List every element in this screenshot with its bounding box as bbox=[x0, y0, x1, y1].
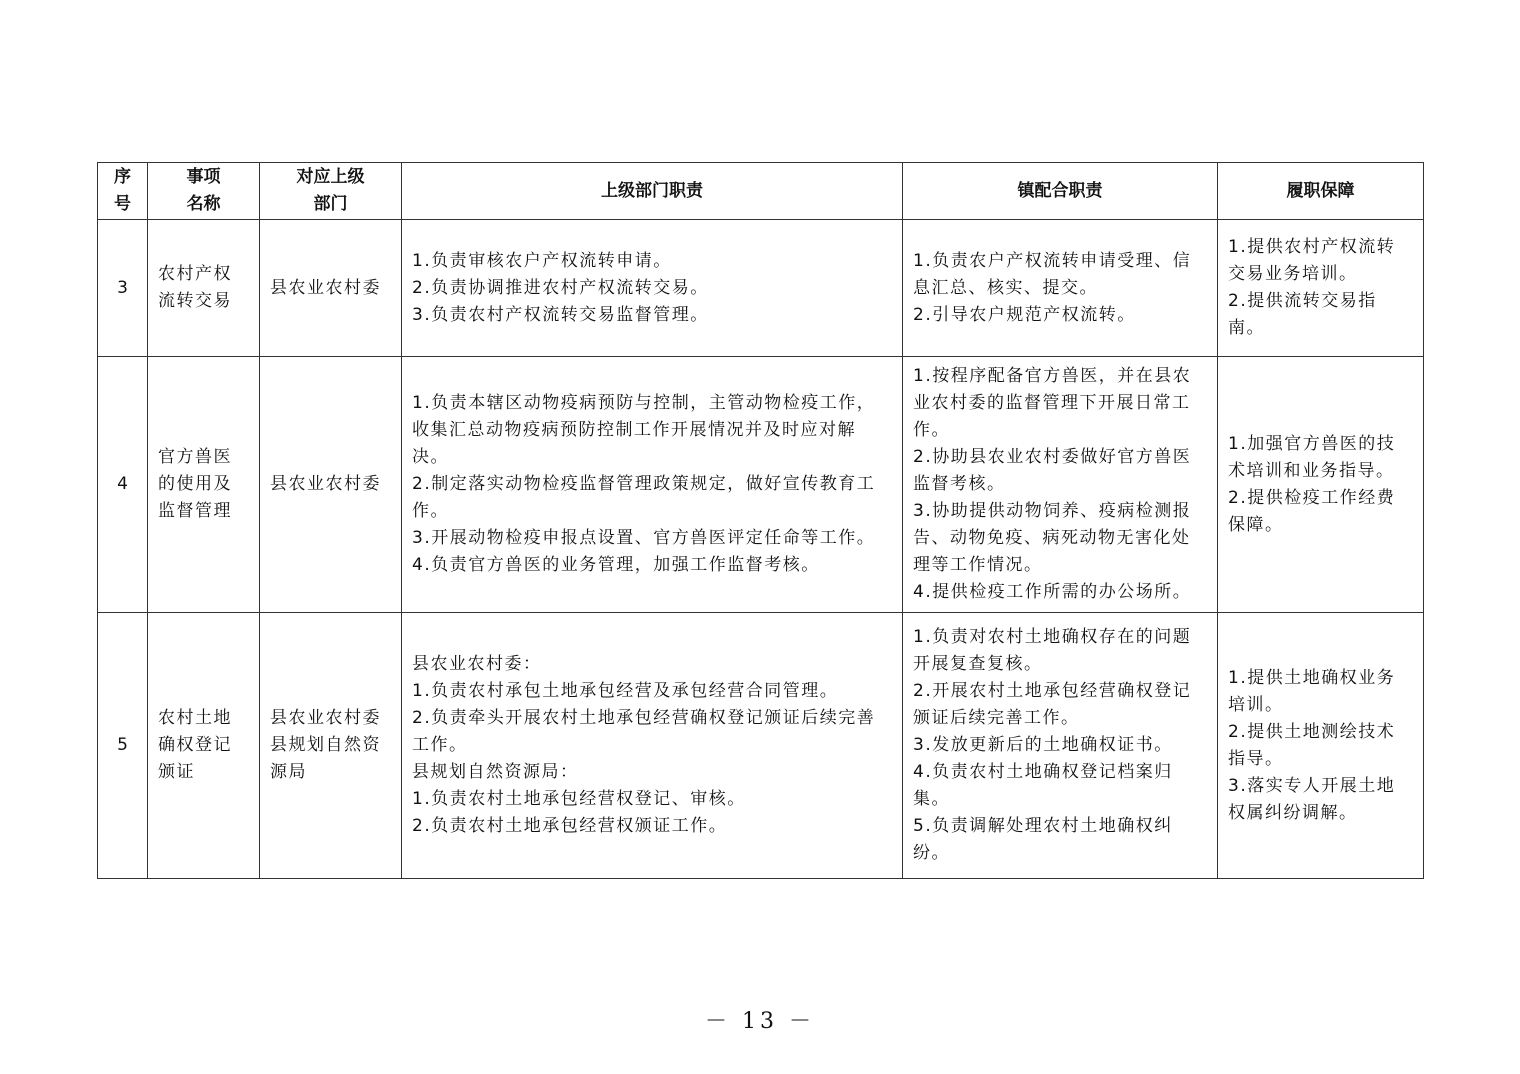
row-town-duties: 1.负责对农村土地确权存在的问题开展复查复核。 2.开展农村土地承包经营确权登记颁证后续完善工作。 3.发放更新后的土地确权证书。 4.负责农村土地确权登记档案归集。 5.负责调解处理农村土地确权纠纷。 bbox=[903, 613, 1218, 879]
row-upper-duties: 县农业农村委： 1.负责农村承包土地承包经营及承包经营合同管理。 2.负责牵头开展农村土地承包经营确权登记颁证后续完善工作。 县规划自然资源局： 1.负责农村土地承包经营权登记、审核。 2.负责农村土地承包经营权颁证工作。 bbox=[402, 613, 903, 879]
row-town-duties: 1.按程序配备官方兽医，并在县农业农村委的监督管理下开展日常工作。 2.协助县农业农村委做好官方兽医监督考核。 3.协助提供动物饲养、疫病检测报告、动物免疫、病死动物无害化处理等工作情况。 4.提供检疫工作所需的办公场所。 bbox=[903, 357, 1218, 613]
row-upper-dept: 县农业农村委 县规划自然资源局 bbox=[260, 613, 402, 879]
row-item-name: 农村土地 确权登记 颁证 bbox=[148, 613, 260, 879]
table-row bbox=[98, 357, 1424, 613]
page-number: － 13 － bbox=[705, 1009, 815, 1034]
row-town-duties: 1.负责农户产权流转申请受理、信息汇总、核实、提交。 2.引导农户规范产权流转。 bbox=[903, 220, 1218, 357]
row-item-name: 农村产权 流转交易 bbox=[148, 220, 260, 357]
header-upper-dept: 对应上级 部门 bbox=[260, 163, 402, 220]
row-guarantee: 1.提供土地确权业务培训。 2.提供土地测绘技术指导。 3.落实专人开展土地权属纠纷调解。 bbox=[1218, 613, 1424, 879]
row-upper-duties: 1.负责审核农户产权流转申请。 2.负责协调推进农村产权流转交易。 3.负责农村产权流转交易监督管理。 bbox=[402, 220, 903, 357]
row-upper-dept: 县农业农村委 bbox=[260, 220, 402, 357]
row-guarantee: 1.加强官方兽医的技术培训和业务指导。 2.提供检疫工作经费保障。 bbox=[1218, 357, 1424, 613]
header-town-duties: 镇配合职责 bbox=[903, 163, 1218, 220]
table-header-row bbox=[98, 163, 1424, 220]
row-upper-duties: 1.负责本辖区动物疫病预防与控制，主管动物检疫工作，收集汇总动物疫病预防控制工作开展情况并及时应对解决。 2.制定落实动物检疫监督管理政策规定，做好宣传教育工作。 3.开展动物检疫申报点设置、官方兽医评定任命等工作。 4.负责官方兽医的业务管理，加强工作监督考核。 bbox=[402, 357, 903, 613]
row-seq: 5 bbox=[98, 613, 148, 879]
row-item-name: 官方兽医 的使用及 监督管理 bbox=[148, 357, 260, 613]
header-item-name: 事项 名称 bbox=[148, 163, 260, 220]
row-upper-dept: 县农业农村委 bbox=[260, 357, 402, 613]
header-upper-duties: 上级部门职责 bbox=[402, 163, 903, 220]
header-guarantee: 履职保障 bbox=[1218, 163, 1424, 220]
row-seq: 4 bbox=[98, 357, 148, 613]
table-row bbox=[98, 220, 1424, 357]
header-seq: 序 号 bbox=[98, 163, 148, 220]
table-row bbox=[98, 613, 1424, 879]
row-seq: 3 bbox=[98, 220, 148, 357]
row-guarantee: 1.提供农村产权流转交易业务培训。 2.提供流转交易指南。 bbox=[1218, 220, 1424, 357]
duty-table bbox=[97, 162, 1424, 879]
